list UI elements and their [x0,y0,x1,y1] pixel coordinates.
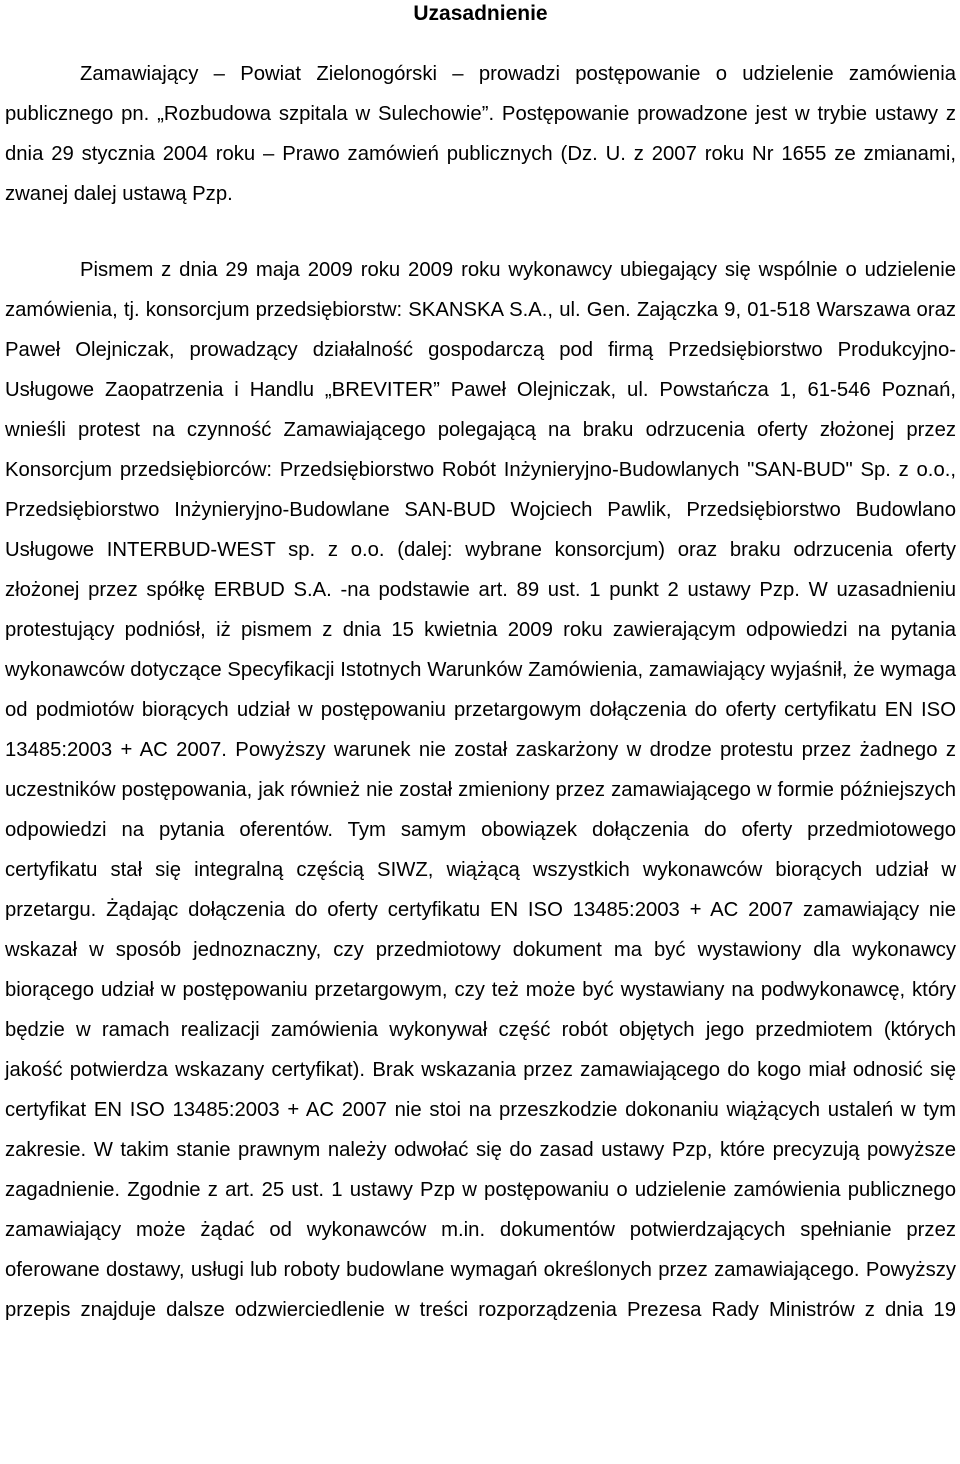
paragraph-intro: Zamawiający – Powiat Zielonogórski – prowadzi postępowanie o udzielenie zamówienia publicznego pn. „Rozbudowa szpitala w Sulechowie”. Postępowanie prowadzone jest w trybie ustawy z dnia 29 stycznia 2004 roku – Prawo zamówień publicznych (Dz. U. z 2007 roku Nr 1655 ze zmianami, zwanej dalej ustawą Pzp. [5,63,956,205]
paragraph-protest: Pismem z dnia 29 maja 2009 roku 2009 roku wykonawcy ubiegający się wspólnie o udzielenie zamówienia, tj. konsorcjum przedsiębiorstw: SKANSKA S.A., ul. Gen. Zajączka 9, 01-518 Warszawa oraz Paweł Olejniczak, prowadzący działalność gospodarczą pod firmą Przedsiębiorstwo Produkcyjno-Usługowe Zaopatrzenia i Handlu „BREVITER” Paweł Olejniczak, ul. Powstańcza 1, 61-546 Poznań, wnieśli protest na czynność Zamawiającego polegającą na braku odrzucenia oferty złożonej przez Konsorcjum przedsiębiorców: Przedsiębiorstwo Robót Inżynieryjno-Budowlanych "SAN-BUD" Sp. z o.o., Przedsiębiorstwo Inżynieryjno-Budowlane SAN-BUD Wojciech Pawlik, Przedsiębiorstwo Budowlano Usługowe INTERBUD-WEST sp. z o.o. (dalej: wybrane konsorcjum) oraz braku odrzucenia oferty złożonej przez spółkę ERBUD S.A. -na podstawie art. 89 ust. 1 punkt 2 ustawy Pzp. W uzasadnieniu protestujący podniósł, iż pismem z dnia 15 kwietnia 2009 roku zawierającym odpowiedzi na pytania wykonawców dotyczące Specyfikacji Istotnych Warunków Zamówienia, zamawiający wyjaśnił, że wymaga od podmiotów biorących udział w postępowaniu przetargowym dołączenia do oferty certyfikatu EN ISO 13485:2003 + AC 2007. Powyższy warunek nie został zaskarżony w drodze protestu przez żadnego z uczestników postępowania, jak również nie został zmieniony przez zamawiającego w formie późniejszych odpowiedzi na pytania oferentów. Tym samym obowiązek dołączenia do oferty przedmiotowego certyfikatu stał się integralną częścią SIWZ, wiążącą wszystkich wykonawców biorących udział w przetargu. Żądając dołączenia do oferty certyfikatu EN ISO 13485:2003 + AC 2007 zamawiający nie wskazał w sposób jednoznaczny, czy przedmiotowy dokument ma być wystawiony dla wykonawcy biorącego udział w postępowaniu przetargowym, czy też może być wystawiany na podwykonawcę, który będzie w ramach realizacji zamówienia wykonywał część robót objętych jego przedmiotem (których jakość potwierdza wskazany certyfikat). Brak wskazania przez zamawiającego do kogo miał odnosić się certyfikat EN ISO 13485:2003 + AC 2007 nie stoi na przeszkodzie dokonaniu wiążących ustaleń w tym zakresie. W takim stanie prawnym należy odwołać się do zasad ustawy Pzp, które precyzują powyższe zagadnienie. Zgodnie z art. 25 ust. 1 ustawy Pzp w postępowaniu o udzielenie zamówienia publicznego zamawiający może żądać od wykonawców m.in. dokumentów potwierdzających spełnianie przez oferowane dostawy, usługi lub roboty budowlane wymagań określonych przez zamawiającego. Powyższy przepis znajduje dalsze odzwierciedlenie w treści rozporządzenia Prezesa Rady Ministrów z dnia 19 [5,259,956,1321]
document-title: Uzasadnienie [413,2,548,25]
